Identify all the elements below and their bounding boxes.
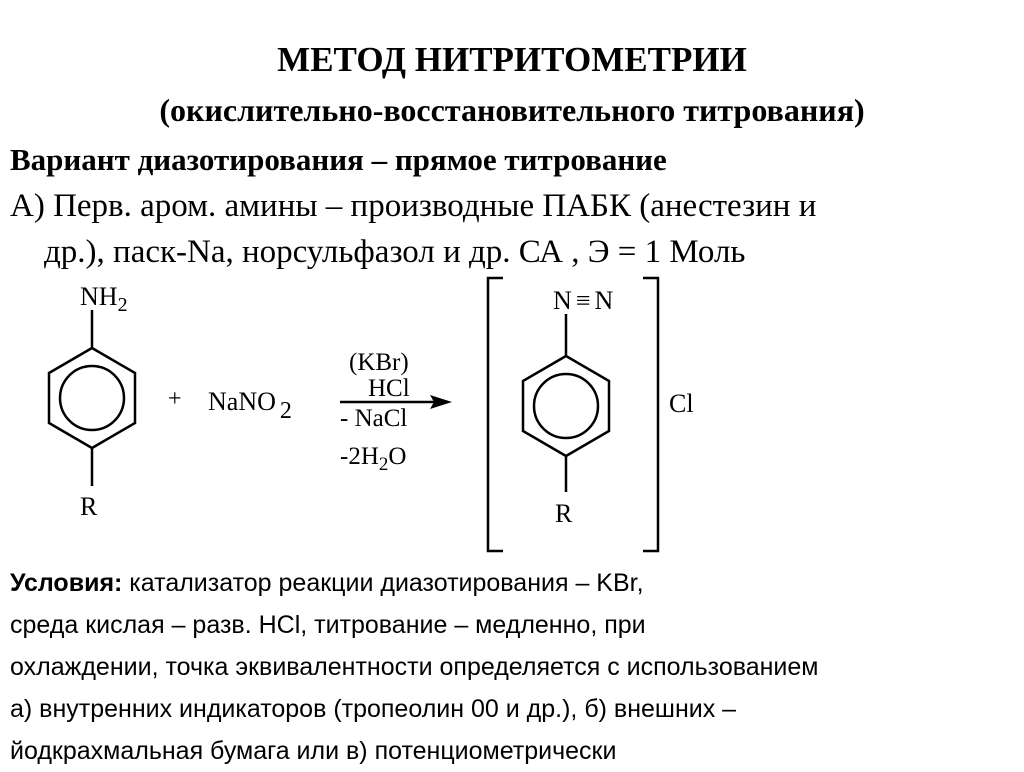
description-line-1: А) Перв. аром. амины – производные ПАБК (анестезин и <box>10 188 817 224</box>
variant-heading: Вариант диазотирования – прямое титрование <box>10 142 667 177</box>
product-r-label: R <box>555 499 573 528</box>
page-title: МЕТОД НИТРИТОМЕТРИИ <box>277 40 747 79</box>
byproduct-water-label: $-2H_2O$ <box>340 443 407 475</box>
reagent-nano2: NaNO 2 <box>208 387 292 424</box>
counter-ion-label: Cl <box>669 389 694 418</box>
conditions-line-2: среда кислая – разв. HCl, титрование – медленно, при <box>10 611 646 639</box>
conditions-label: Условия: <box>10 569 123 597</box>
plus-sign: + <box>168 386 182 412</box>
product-benzene-ring <box>523 314 609 492</box>
conditions-line-3: охлаждении, точка эквивалентности определяется с использованием <box>10 653 819 681</box>
conditions-block <box>10 562 1020 772</box>
conditions-text-1: катализатор реакции диазотирования – KBr, <box>122 569 644 597</box>
product-brackets <box>488 278 658 551</box>
product-diazonium-label: N ≡ N <box>553 286 614 315</box>
conditions-line-1 <box>10 562 1020 604</box>
page-subtitle: (окислительно-восстановительного титрования) <box>159 92 865 128</box>
conditions-line-5: йодкрахмальная бумага или в) потенциометрически <box>10 737 617 765</box>
reactant-r-label: R <box>80 492 98 521</box>
reactant-nh2-label: $NH_2$ <box>80 282 128 316</box>
description-line-2: др.), паск-Na, норсульфазол и др. СА , Э = 1 Моль <box>44 234 746 270</box>
conditions-line-4: а) внутренних индикаторов (тропеолин 00 и др.), б) внешних – <box>10 695 737 723</box>
reactant-benzene-ring <box>49 310 135 486</box>
acid-label: HCl <box>368 375 410 402</box>
catalyst-label: (KBr) <box>349 349 409 376</box>
byproduct-nacl-label: - NaCl <box>340 405 408 432</box>
